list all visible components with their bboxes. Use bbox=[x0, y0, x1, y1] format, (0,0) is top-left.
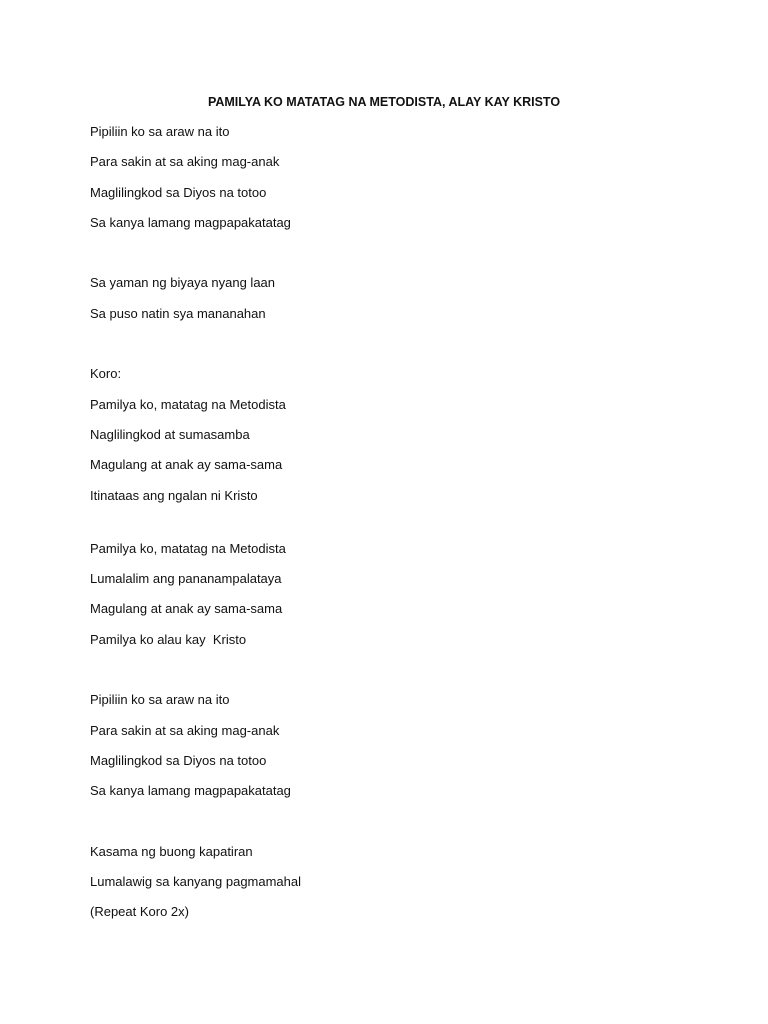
lyric-line: Maglilingkod sa Diyos na totoo bbox=[90, 184, 267, 200]
lyric-line: Pamilya ko, matatag na Metodista bbox=[90, 396, 286, 412]
lyric-line: Pamilya ko alau kay Kristo bbox=[90, 631, 247, 647]
lyric-line: Magulang at anak ay sama-sama bbox=[90, 457, 283, 473]
stanza-gap bbox=[90, 813, 690, 843]
stanza-gap bbox=[90, 517, 690, 540]
lyric-line: Para sakin at sa aking mag-anak bbox=[90, 154, 280, 170]
lyric-line: Sa puso natin sya mananahan bbox=[90, 305, 266, 321]
stanza-gap bbox=[90, 335, 690, 365]
lyric-line: Lumalalim ang pananampalataya bbox=[90, 571, 282, 587]
lyrics-body bbox=[90, 123, 690, 934]
lyric-line: Maglilingkod sa Diyos na totoo bbox=[90, 752, 267, 768]
repeat-note: (Repeat Koro 2x) bbox=[90, 904, 189, 920]
lyric-line: Sa kanya lamang magpapakatatag bbox=[90, 214, 291, 230]
lyric-line: Naglilingkod at sumasamba bbox=[90, 426, 250, 442]
lyric-line: Pipiliin ko sa araw na ito bbox=[90, 124, 230, 139]
lyric-line: Sa yaman ng biyaya nyang laan bbox=[90, 275, 276, 291]
stanza-gap bbox=[90, 244, 690, 274]
lyric-line: Para sakin at sa aking mag-anak bbox=[90, 722, 280, 738]
song-title: PAMILYA KO MATATAG NA METODISTA, ALAY KAY KRISTO bbox=[207, 95, 561, 109]
lyric-line: Itinataas ang ngalan ni Kristo bbox=[90, 487, 258, 503]
lyric-line: Kasama ng buong kapatiran bbox=[90, 843, 253, 859]
lyric-line: Lumalawig sa kanyang pagmamahal bbox=[90, 874, 302, 890]
stanza-gap bbox=[90, 661, 690, 691]
lyric-line: Pamilya ko, matatag na Metodista bbox=[90, 540, 286, 556]
chorus-label: Koro: bbox=[90, 366, 122, 382]
lyric-line: Magulang at anak ay sama-sama bbox=[90, 601, 283, 617]
lyric-line: Sa kanya lamang magpapakatatag bbox=[90, 783, 291, 799]
lyric-line: Pipiliin ko sa araw na ito bbox=[90, 692, 230, 708]
